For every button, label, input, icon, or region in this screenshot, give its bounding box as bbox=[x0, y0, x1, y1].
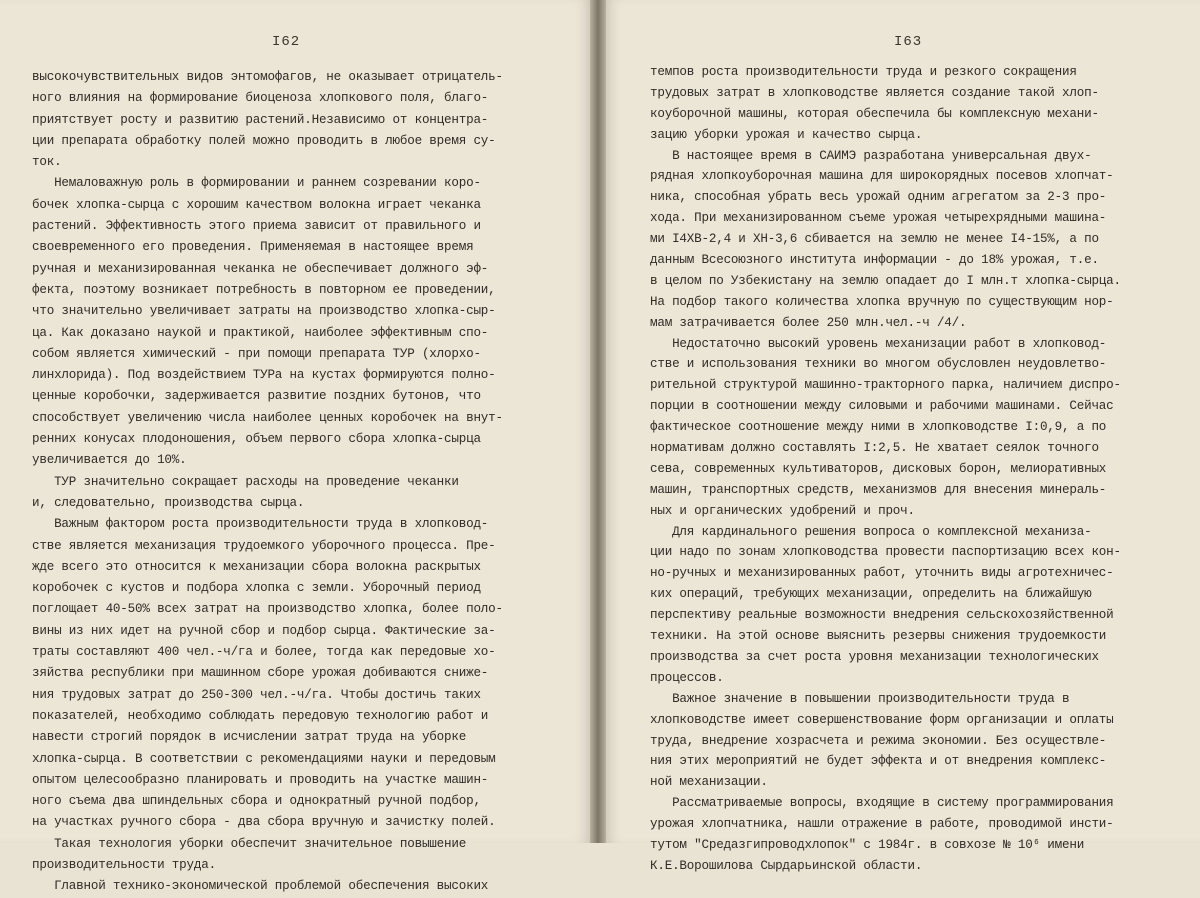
text-line: В настоящее время в САИМЭ разработана универсальная двух- bbox=[650, 148, 1092, 163]
text-line: хода. При механизированном съеме урожая четырехрядными машина- bbox=[650, 211, 1107, 226]
text-line: фактическое соотношение между ними в хлопководстве I:0,9, а по bbox=[650, 420, 1107, 435]
text-line: зяйства республики при машинном сборе урожая добиваются сниже- bbox=[32, 666, 489, 681]
book-gutter bbox=[590, 0, 606, 843]
text-line: ния этих мероприятий не будет эффекта и от внедрения комплекс- bbox=[650, 754, 1107, 769]
text-line: тутом "Средазгипроводхлопок" с 1984г. в совхозе № 10⁶ имени bbox=[650, 837, 1085, 852]
text-line: темпов роста производительности труда и резкого сокращения bbox=[650, 65, 1077, 79]
right-page bbox=[606, 0, 1200, 873]
text-line: показателей, необходимо соблюдать передовую технологию работ и bbox=[32, 708, 489, 723]
text-line: ручная и механизированная чеканка не обеспечивает должного эф- bbox=[32, 261, 489, 276]
text-line: ренних конусах плодоношения, объем первого сбора хлопка-сырца bbox=[32, 432, 481, 447]
text-line: ного влияния на формирование биоценоза хлопкового поля, благо- bbox=[32, 91, 489, 106]
right-page-text bbox=[650, 62, 1190, 877]
text-line: растений. Эффективность этого приема зависит от правильного и bbox=[32, 219, 481, 234]
page-number-left: I62 bbox=[272, 34, 301, 50]
text-line: приятствует росту и развитию растений.Независимо от концентра- bbox=[32, 112, 489, 127]
text-line: и, следовательно, производства сырца. bbox=[32, 495, 305, 510]
text-line: увеличивается до 10%. bbox=[32, 453, 187, 468]
text-line: ции препарата обработку полей можно проводить в любое время су- bbox=[32, 133, 496, 148]
text-line: процессов. bbox=[650, 670, 724, 685]
text-line: ного съема два шпиндельных сбора и однократный ручной подбор, bbox=[32, 794, 481, 809]
text-line: способствует увеличению числа наиболее ценных коробочек на внут- bbox=[32, 410, 503, 425]
text-line: хлопка-сырца. В соответствии с рекомендациями науки и передовым bbox=[32, 751, 496, 766]
text-line: производительности труда. bbox=[32, 857, 216, 872]
text-line: траты составляют 400 чел.-ч/га и более, тогда как передовые хо- bbox=[32, 645, 496, 660]
text-line: но-ручных и механизированных работ, уточнить виды агротехничес- bbox=[650, 566, 1114, 581]
left-page-text bbox=[32, 67, 577, 898]
text-line: мам затрачивается более 250 млн.чел.-ч /4/. bbox=[650, 315, 967, 330]
text-line: ной механизации. bbox=[650, 775, 768, 790]
text-line: ток. bbox=[32, 155, 62, 170]
text-line: линхлорида). Под воздействием ТУРа на кустах формируются полно- bbox=[32, 368, 496, 383]
text-line: на участках ручного сбора - два сбора вручную и зачистку полей. bbox=[32, 815, 496, 830]
text-line: ких операций, требующих механизации, определить на ближайшую bbox=[650, 587, 1092, 602]
text-line: техники. На этой основе выяснить резервы снижения трудоемкости bbox=[650, 629, 1107, 644]
text-line: вины из них идет на ручной сбор и подбор сырца. Фактические за- bbox=[32, 623, 496, 638]
text-line: собом является химический - при помощи препарата ТУР (хлорхо- bbox=[32, 346, 481, 361]
text-line: ми I4ХВ-2,4 и ХН-3,6 сбивается на землю не менее I4-15%, а по bbox=[650, 232, 1099, 247]
text-line: коробочек с кустов и подбора хлопка с земли. Уборочный период bbox=[32, 581, 481, 596]
text-line: производства за счет роста уровня механизации технологических bbox=[650, 649, 1099, 664]
text-line: жде всего это относится к механизации сбора волокна раскрытых bbox=[32, 559, 481, 574]
text-line: в целом по Узбекистану на землю опадает до I млн.т хлопка-сырца. bbox=[650, 273, 1121, 288]
text-line: ных и органических удобрений и проч. bbox=[650, 503, 915, 518]
text-line: данным Всесоюзного института информации - до 18% урожая, т.е. bbox=[650, 253, 1099, 268]
text-line: Немаловажную роль в формировании и раннем созревании коро- bbox=[32, 176, 481, 191]
text-line: фекта, поэтому возникает потребность в повторном ее проведении, bbox=[32, 282, 496, 297]
text-line: труда, внедрение хозрасчета и режима экономии. Без осуществле- bbox=[650, 733, 1107, 748]
text-line: высокочувствительных видов энтомофагов, не оказывает отрицатель- bbox=[32, 70, 503, 84]
text-line: ника, способная убрать весь урожай одним агрегатом за 2-3 про- bbox=[650, 190, 1107, 205]
text-line: Такая технология уборки обеспечит значительное повышение bbox=[32, 836, 467, 851]
text-line: урожая хлопчатника, нашли отражение в работе, проводимой инсти- bbox=[650, 817, 1114, 832]
text-line: опытом целесообразно планировать и проводить на участке машин- bbox=[32, 772, 489, 787]
text-line: стве и использования техники во многом обусловлен неудовлетво- bbox=[650, 357, 1107, 372]
text-line: хлопководстве имеет совершенствование форм организации и оплаты bbox=[650, 712, 1114, 727]
text-line: перспективу реальные возможности внедрения сельскохозяйственной bbox=[650, 608, 1114, 623]
text-line: рядная хлопкоуборочная машина для широкорядных посевов хлопчат- bbox=[650, 169, 1114, 184]
text-line: сева, современных культиваторов, дисковых борон, мелиоративных bbox=[650, 461, 1107, 476]
text-line: своевременного его проведения. Применяемая в настоящее время bbox=[32, 240, 474, 255]
page-number-right: I63 bbox=[894, 34, 923, 50]
text-line: Для кардинального решения вопроса о комплексной механиза- bbox=[650, 524, 1092, 539]
text-line: Недостаточно высокий уровень механизации работ в хлопковод- bbox=[650, 336, 1107, 351]
text-line: рительной структурой машинно-тракторного парка, наличием диспро- bbox=[650, 378, 1121, 393]
text-line: На подбор такого количества хлопка вручную по существующим нор- bbox=[650, 294, 1114, 309]
text-line: К.Е.Ворошилова Сырдарьинской области. bbox=[650, 858, 923, 873]
text-line: ния трудовых затрат до 250-300 чел.-ч/га. Чтобы достичь таких bbox=[32, 687, 481, 702]
text-line: Важное значение в повышении производительности труда в bbox=[650, 691, 1070, 706]
text-line: что значительно увеличивает затраты на производство хлопка-сыр- bbox=[32, 304, 496, 319]
text-line: коуборочной машины, которая обеспечила бы комплексную механи- bbox=[650, 106, 1099, 121]
text-line: ценные коробочки, задерживается развитие поздних бутонов, что bbox=[32, 389, 481, 404]
text-line: порции в соотношении между силовыми и рабочими машинами. Сейчас bbox=[650, 399, 1114, 414]
left-page bbox=[0, 0, 590, 894]
text-line: бочек хлопка-сырца с хорошим качеством волокна играет чеканка bbox=[32, 197, 481, 212]
text-line: ции надо по зонам хлопководства провести паспортизацию всех кон- bbox=[650, 545, 1121, 560]
text-line: навести строгий порядок в исчислении затрат труда на уборке bbox=[32, 730, 467, 745]
text-line: зацию уборки урожая и качество сырца. bbox=[650, 127, 923, 142]
text-line: поглощает 40-50% всех затрат на производство хлопка, более поло- bbox=[32, 602, 503, 617]
text-line: стве является механизация трудоемкого уборочного процесса. Пре- bbox=[32, 538, 496, 553]
text-line: ТУР значительно сокращает расходы на проведение чеканки bbox=[32, 474, 459, 489]
text-line: нормативам должно составлять I:2,5. Не хватает сеялок точного bbox=[650, 441, 1099, 456]
text-line: машин, транспортных средств, механизмов для внесения минераль- bbox=[650, 482, 1107, 497]
text-line: ца. Как доказано наукой и практикой, наиболее эффективным спо- bbox=[32, 325, 489, 340]
text-line: Рассматриваемые вопросы, входящие в систему программирования bbox=[650, 796, 1114, 811]
text-line: Важным фактором роста производительности труда в хлопковод- bbox=[32, 517, 489, 532]
text-line: трудовых затрат в хлопководстве является создание такой хлоп- bbox=[650, 85, 1099, 100]
text-line: Главной технико-экономической проблемой обеспечения высоких bbox=[32, 879, 489, 894]
